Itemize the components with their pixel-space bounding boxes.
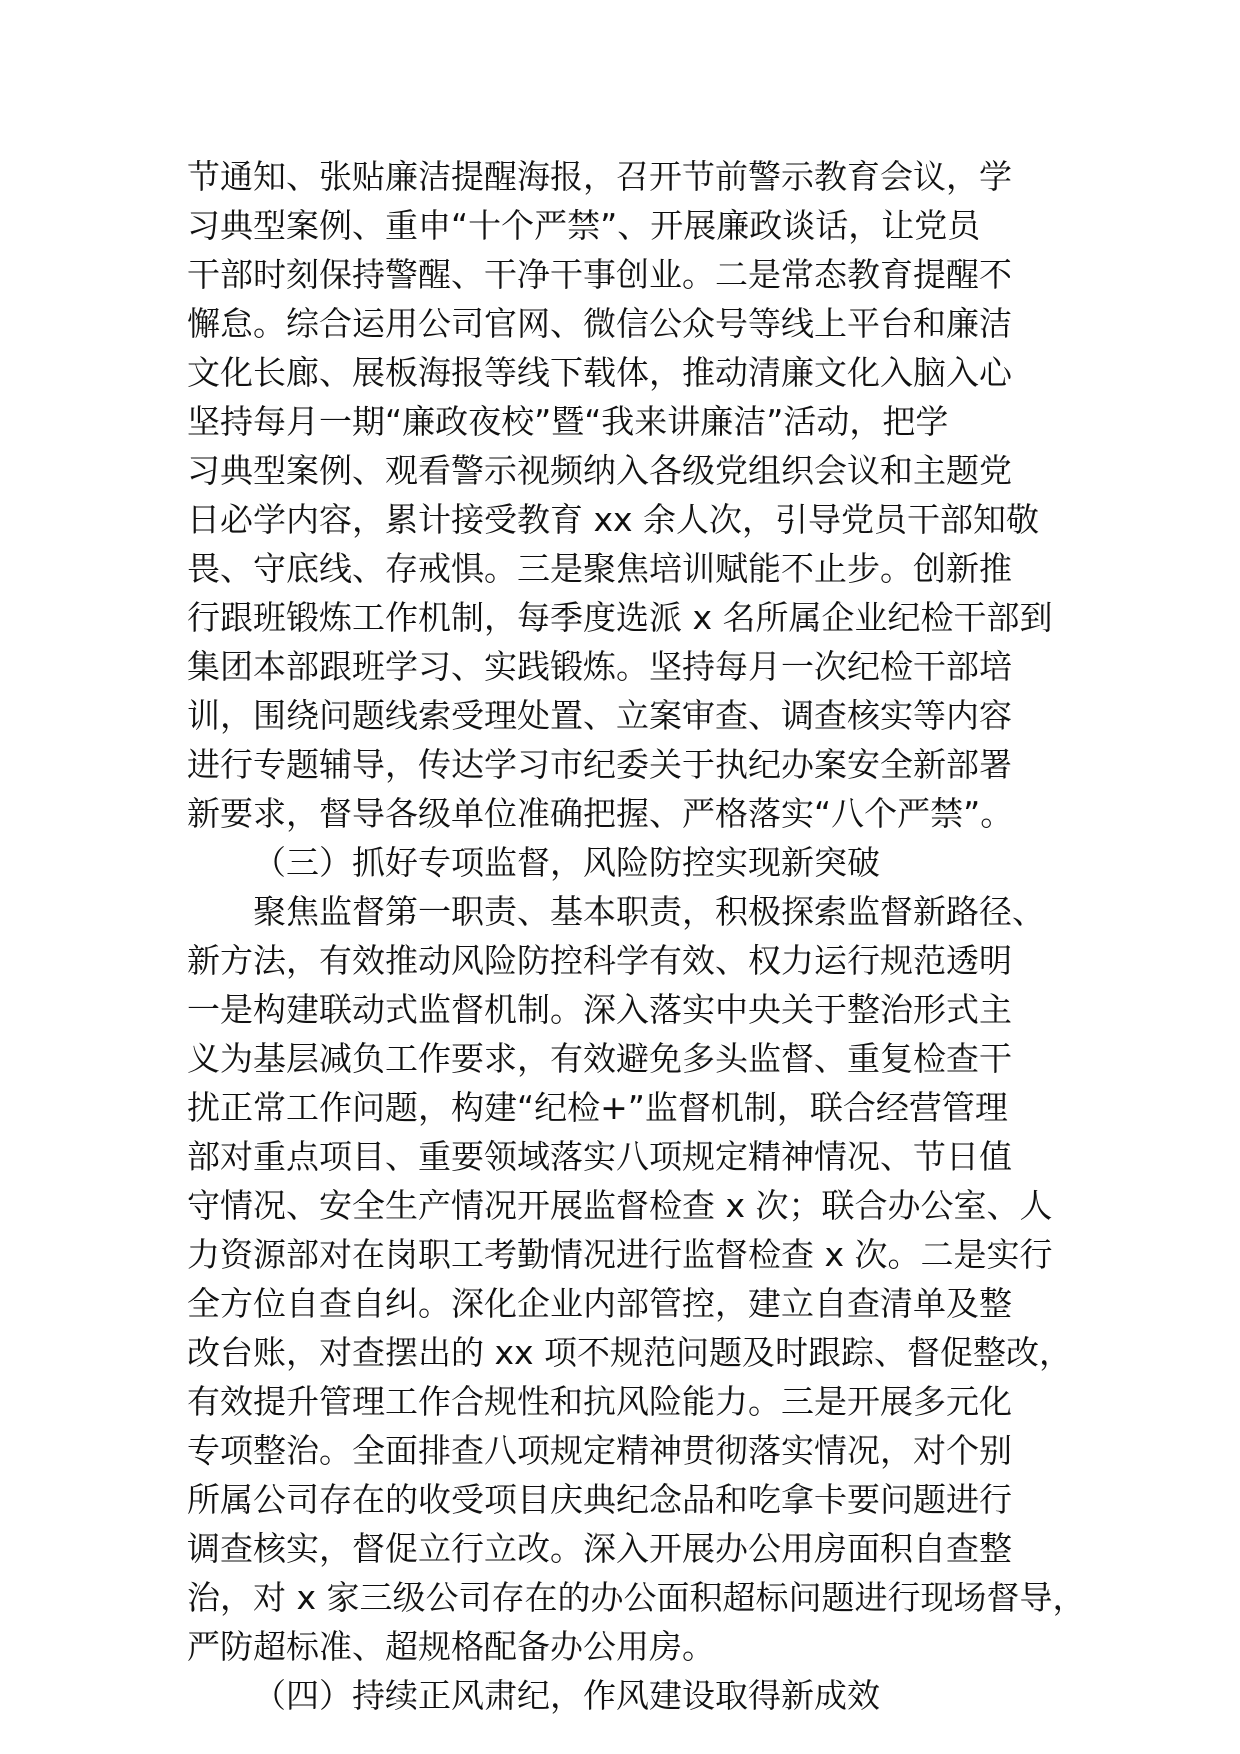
section-heading: （三）抓好专项监督，风险防控实现新突破: [253, 843, 880, 882]
text-line: 力资源部对在岗职工考勤情况进行监督检查 x 次。二是实行: [187, 1235, 1053, 1274]
text-line: 习典型案例、重申“十个严禁”、开展廉政谈话，让党员: [187, 206, 981, 245]
text-line: 扰正常工作问题，构建“纪检+”监督机制，联合经营管理: [187, 1088, 1008, 1127]
text-line: 新方法，有效推动风险防控科学有效、权力运行规范透明: [187, 941, 1012, 980]
text-line: 集团本部跟班学习、实践锻炼。坚持每月一次纪检干部培: [187, 647, 1012, 686]
text-line: 节通知、张贴廉洁提醒海报，召开节前警示教育会议，学: [187, 157, 1012, 196]
text-line: 一是构建联动式监督机制。深入落实中央关于整治形式主: [187, 990, 1012, 1029]
text-line: 改台账，对查摆出的 xx 项不规范问题及时跟踪、督促整改，: [187, 1333, 1073, 1372]
text-line: 懈怠。综合运用公司官网、微信公众号等线上平台和廉洁: [187, 304, 1012, 343]
text-line: 治，对 x 家三级公司存在的办公面积超标问题进行现场督导，: [187, 1578, 1086, 1617]
text-line: 有效提升管理工作合规性和抗风险能力。三是开展多元化: [187, 1382, 1012, 1421]
paragraph-first-line: 聚焦监督第一职责、基本职责，积极探索监督新路径、: [253, 892, 1045, 931]
text-line: 守情况、安全生产情况开展监督检查 x 次；联合办公室、人: [187, 1186, 1053, 1225]
text-line: 习典型案例、观看警示视频纳入各级党组织会议和主题党: [187, 451, 1012, 490]
text-line: 训，围绕问题线索受理处置、立案审查、调查核实等内容: [187, 696, 1012, 735]
text-line: 进行专题辅导，传达学习市纪委关于执纪办案安全新部署: [187, 745, 1012, 784]
text-line: 畏、守底线、存戒惧。三是聚焦培训赋能不止步。创新推: [187, 549, 1012, 588]
text-line: 部对重点项目、重要领域落实八项规定精神情况、节日值: [187, 1137, 1012, 1176]
text-line: 专项整治。全面排查八项规定精神贯彻落实情况，对个别: [187, 1431, 1012, 1470]
text-line: 文化长廊、展板海报等线下载体，推动清廉文化入脑入心: [187, 353, 1012, 392]
text-line: 全方位自查自纠。深化企业内部管控，建立自查清单及整: [187, 1284, 1012, 1323]
text-line: 坚持每月一期“廉政夜校”暨“我来讲廉洁”活动，把学: [187, 402, 949, 441]
text-line: 所属公司存在的收受项目庆典纪念品和吃拿卡要问题进行: [187, 1480, 1012, 1519]
text-line: 新要求，督导各级单位准确把握、严格落实“八个严禁”。: [187, 794, 1014, 833]
text-line: 日必学内容，累计接受教育 xx 余人次，引导党员干部知敬: [187, 500, 1040, 539]
text-line: 严防超标准、超规格配备办公用房。: [187, 1627, 715, 1666]
body-text: [187, 152, 1086, 1720]
text-line: 调查核实，督促立行立改。深入开展办公用房面积自查整: [187, 1529, 1012, 1568]
text-line: 行跟班锻炼工作机制，每季度选派 x 名所属企业纪检干部到: [187, 598, 1053, 637]
text-line: 义为基层减负工作要求，有效避免多头监督、重复检查干: [187, 1039, 1012, 1078]
section-heading: （四）持续正风肃纪，作风建设取得新成效: [253, 1676, 880, 1715]
text-line: 干部时刻保持警醒、干净干事创业。二是常态教育提醒不: [187, 255, 1012, 294]
